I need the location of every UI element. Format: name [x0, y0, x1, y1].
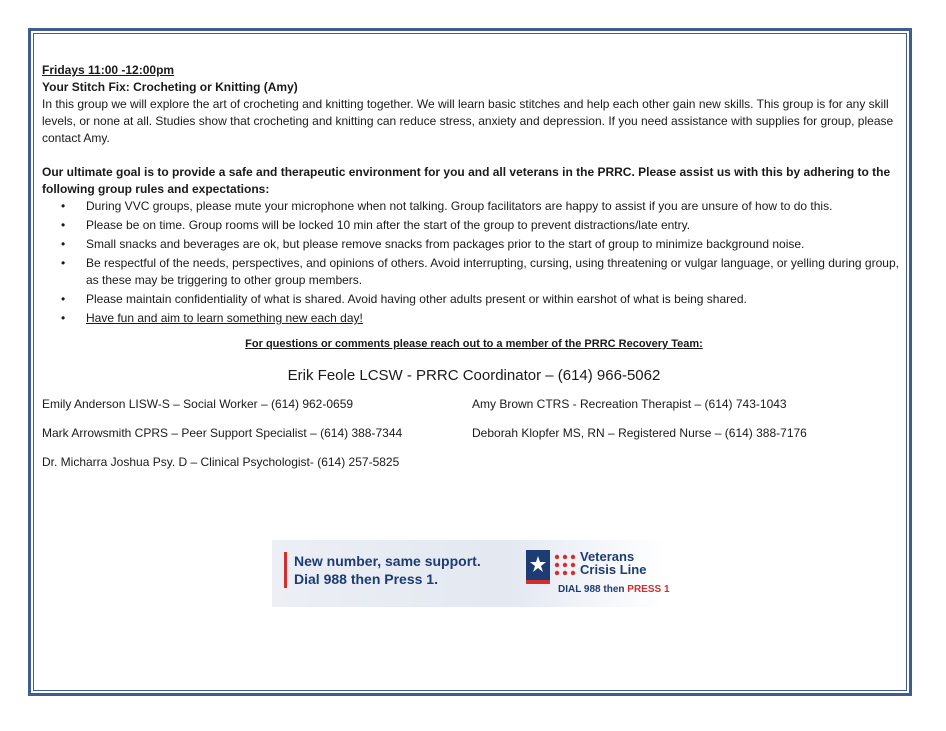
bullet-icon: •: [61, 292, 66, 306]
rule-item: • Have fun and aim to learn something new each day!: [61, 311, 363, 325]
logo-dial-text: DIAL 988 then PRESS 1: [558, 584, 670, 595]
crisis-line-banner: [272, 540, 670, 607]
dots-grid-icon: [554, 554, 576, 576]
flag-star-icon: [526, 550, 550, 584]
bullet-icon: •: [61, 311, 66, 325]
bullet-icon: •: [61, 199, 66, 213]
banner-message: [284, 552, 481, 588]
bullet-icon: •: [61, 218, 66, 232]
bullet-icon: •: [61, 237, 66, 251]
staff-contact: Mark Arrowsmith CPRS – Peer Support Specialist – (614) 388-7344: [42, 426, 403, 440]
staff-contact: Emily Anderson LISW-S – Social Worker – (614) 962-0659: [42, 397, 354, 411]
banner-line-1: New number, same support.: [294, 553, 481, 569]
banner-line-2: Dial 988 then Press 1.: [294, 571, 438, 587]
rules-list: [42, 198, 906, 327]
group-description: In this group we will explore the art of crocheting and knitting together. We will learn basic stitches and help each other gain new skills. This group is for any skill levels, or none at all. Studies show that crocheting and knitting can reduce stress, anxiety and depression. If you need assistance with supplies for group, please contact Amy.: [42, 97, 894, 145]
staff-contact: Amy Brown CTRS - Recreation Therapist – (614) 743-1043: [472, 397, 787, 411]
rule-item: • During VVC groups, please mute your microphone when not talking. Group facilitators are happy to assist if you are unsure of how to do this.: [61, 199, 833, 213]
logo-text: Veterans Crisis Line: [580, 549, 647, 577]
rule-item: • Please be on time. Group rooms will be locked 10 min after the start of the group to prevent distractions/late entry.: [61, 218, 691, 232]
staff-contact: Deborah Klopfer MS, RN – Registered Nurse – (614) 388-7176: [472, 426, 807, 440]
rule-item: • Please maintain confidentiality of what is shared. Avoid having other adults present or within earshot of what is being shared.: [61, 292, 747, 306]
rule-item: • Small snacks and beverages are ok, but please remove snacks from packages prior to the start of group to minimize background noise.: [61, 237, 805, 251]
rule-item: • Be respectful of the needs, perspectives, and opinions of others. Avoid interrupting, cursing, using threatening or vulgar language, or yelling during group, as these may be triggering to other group members.: [61, 256, 899, 287]
staff-contact: Dr. Micharra Joshua Psy. D – Clinical Psychologist- (614) 257-5825: [42, 455, 400, 469]
veterans-crisis-line-logo: [526, 548, 670, 600]
group-name: Your Stitch Fix: Crocheting or Knitting (Amy): [42, 80, 298, 94]
staff-directory: [42, 396, 906, 496]
document-content: [42, 62, 906, 496]
coordinator-contact: Erik Feole LCSW - PRRC Coordinator – (614) 966-5062: [287, 367, 661, 384]
contact-heading: For questions or comments please reach out to a member of the PRRC Recovery Team:: [245, 338, 703, 350]
goal-statement: Our ultimate goal is to provide a safe and therapeutic environment for you and all veterans in the PRRC. Please assist us with this by adhering to the following group rules and expectations:: [42, 165, 891, 196]
bullet-icon: •: [61, 256, 66, 270]
group-time: Fridays 11:00 -12:00pm: [42, 63, 175, 77]
